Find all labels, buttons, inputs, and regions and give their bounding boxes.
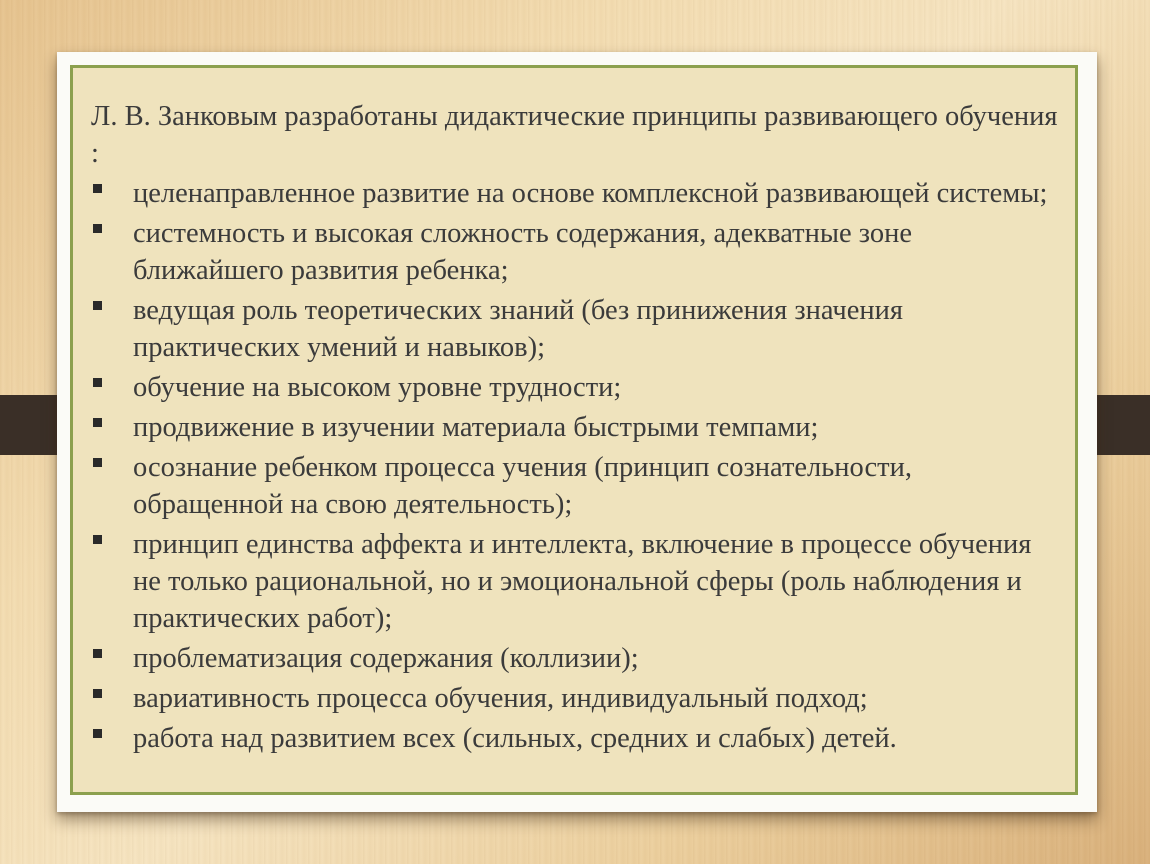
list-item bbox=[91, 175, 1061, 212]
square-bullet-icon bbox=[93, 224, 102, 233]
list-item-text: целенаправленное развитие на основе комплексной развивающей системы; bbox=[133, 178, 1048, 209]
square-bullet-icon bbox=[93, 535, 102, 544]
list-item-text: проблематизация содержания (коллизии); bbox=[133, 643, 639, 674]
square-bullet-icon bbox=[93, 378, 102, 387]
square-bullet-icon bbox=[93, 729, 102, 738]
list-item bbox=[91, 680, 1061, 717]
square-bullet-icon bbox=[93, 689, 102, 698]
list-item-text: принцип единства аффекта и интеллекта, включение в процессе обучения не только рациональной, но и эмоциональной сферы (роль наблюдения и практических работ); bbox=[133, 529, 1032, 634]
list-item-text: ведущая роль теоретических знаний (без принижения значения практических умений и навыков); bbox=[133, 295, 904, 363]
list-item bbox=[91, 640, 1061, 677]
dark-band-left bbox=[0, 395, 60, 455]
list-item-text: вариативность процесса обучения, индивидуальный подход; bbox=[133, 683, 868, 714]
list-item bbox=[91, 292, 1061, 366]
square-bullet-icon bbox=[93, 301, 102, 310]
square-bullet-icon bbox=[93, 649, 102, 658]
list-item bbox=[91, 409, 1061, 446]
list-item-text: работа над развитием всех (сильных, средних и слабых) детей. bbox=[133, 723, 897, 754]
list-item-text: обучение на высоком уровне трудности; bbox=[133, 372, 622, 403]
slide-frame bbox=[57, 52, 1097, 812]
square-bullet-icon bbox=[93, 418, 102, 427]
list-item bbox=[91, 526, 1061, 637]
list-item bbox=[91, 215, 1061, 289]
list-item bbox=[91, 720, 1061, 757]
principles-list bbox=[91, 175, 1061, 757]
list-item-text: системность и высокая сложность содержания, адекватные зоне ближайшего развития ребенка; bbox=[133, 218, 913, 286]
slide-content bbox=[91, 98, 1061, 760]
square-bullet-icon bbox=[93, 184, 102, 193]
list-item bbox=[91, 449, 1061, 523]
intro-text: Л. В. Занковым разработаны дидактические принципы развивающего обучения : bbox=[91, 101, 1058, 169]
list-item-text: продвижение в изучении материала быстрыми темпами; bbox=[133, 412, 819, 443]
content-panel bbox=[70, 65, 1078, 795]
list-item bbox=[91, 369, 1061, 406]
square-bullet-icon bbox=[93, 458, 102, 467]
list-item-text: осознание ребенком процесса учения (принцип сознательности, обращенной на свою деятельность); bbox=[133, 452, 912, 520]
